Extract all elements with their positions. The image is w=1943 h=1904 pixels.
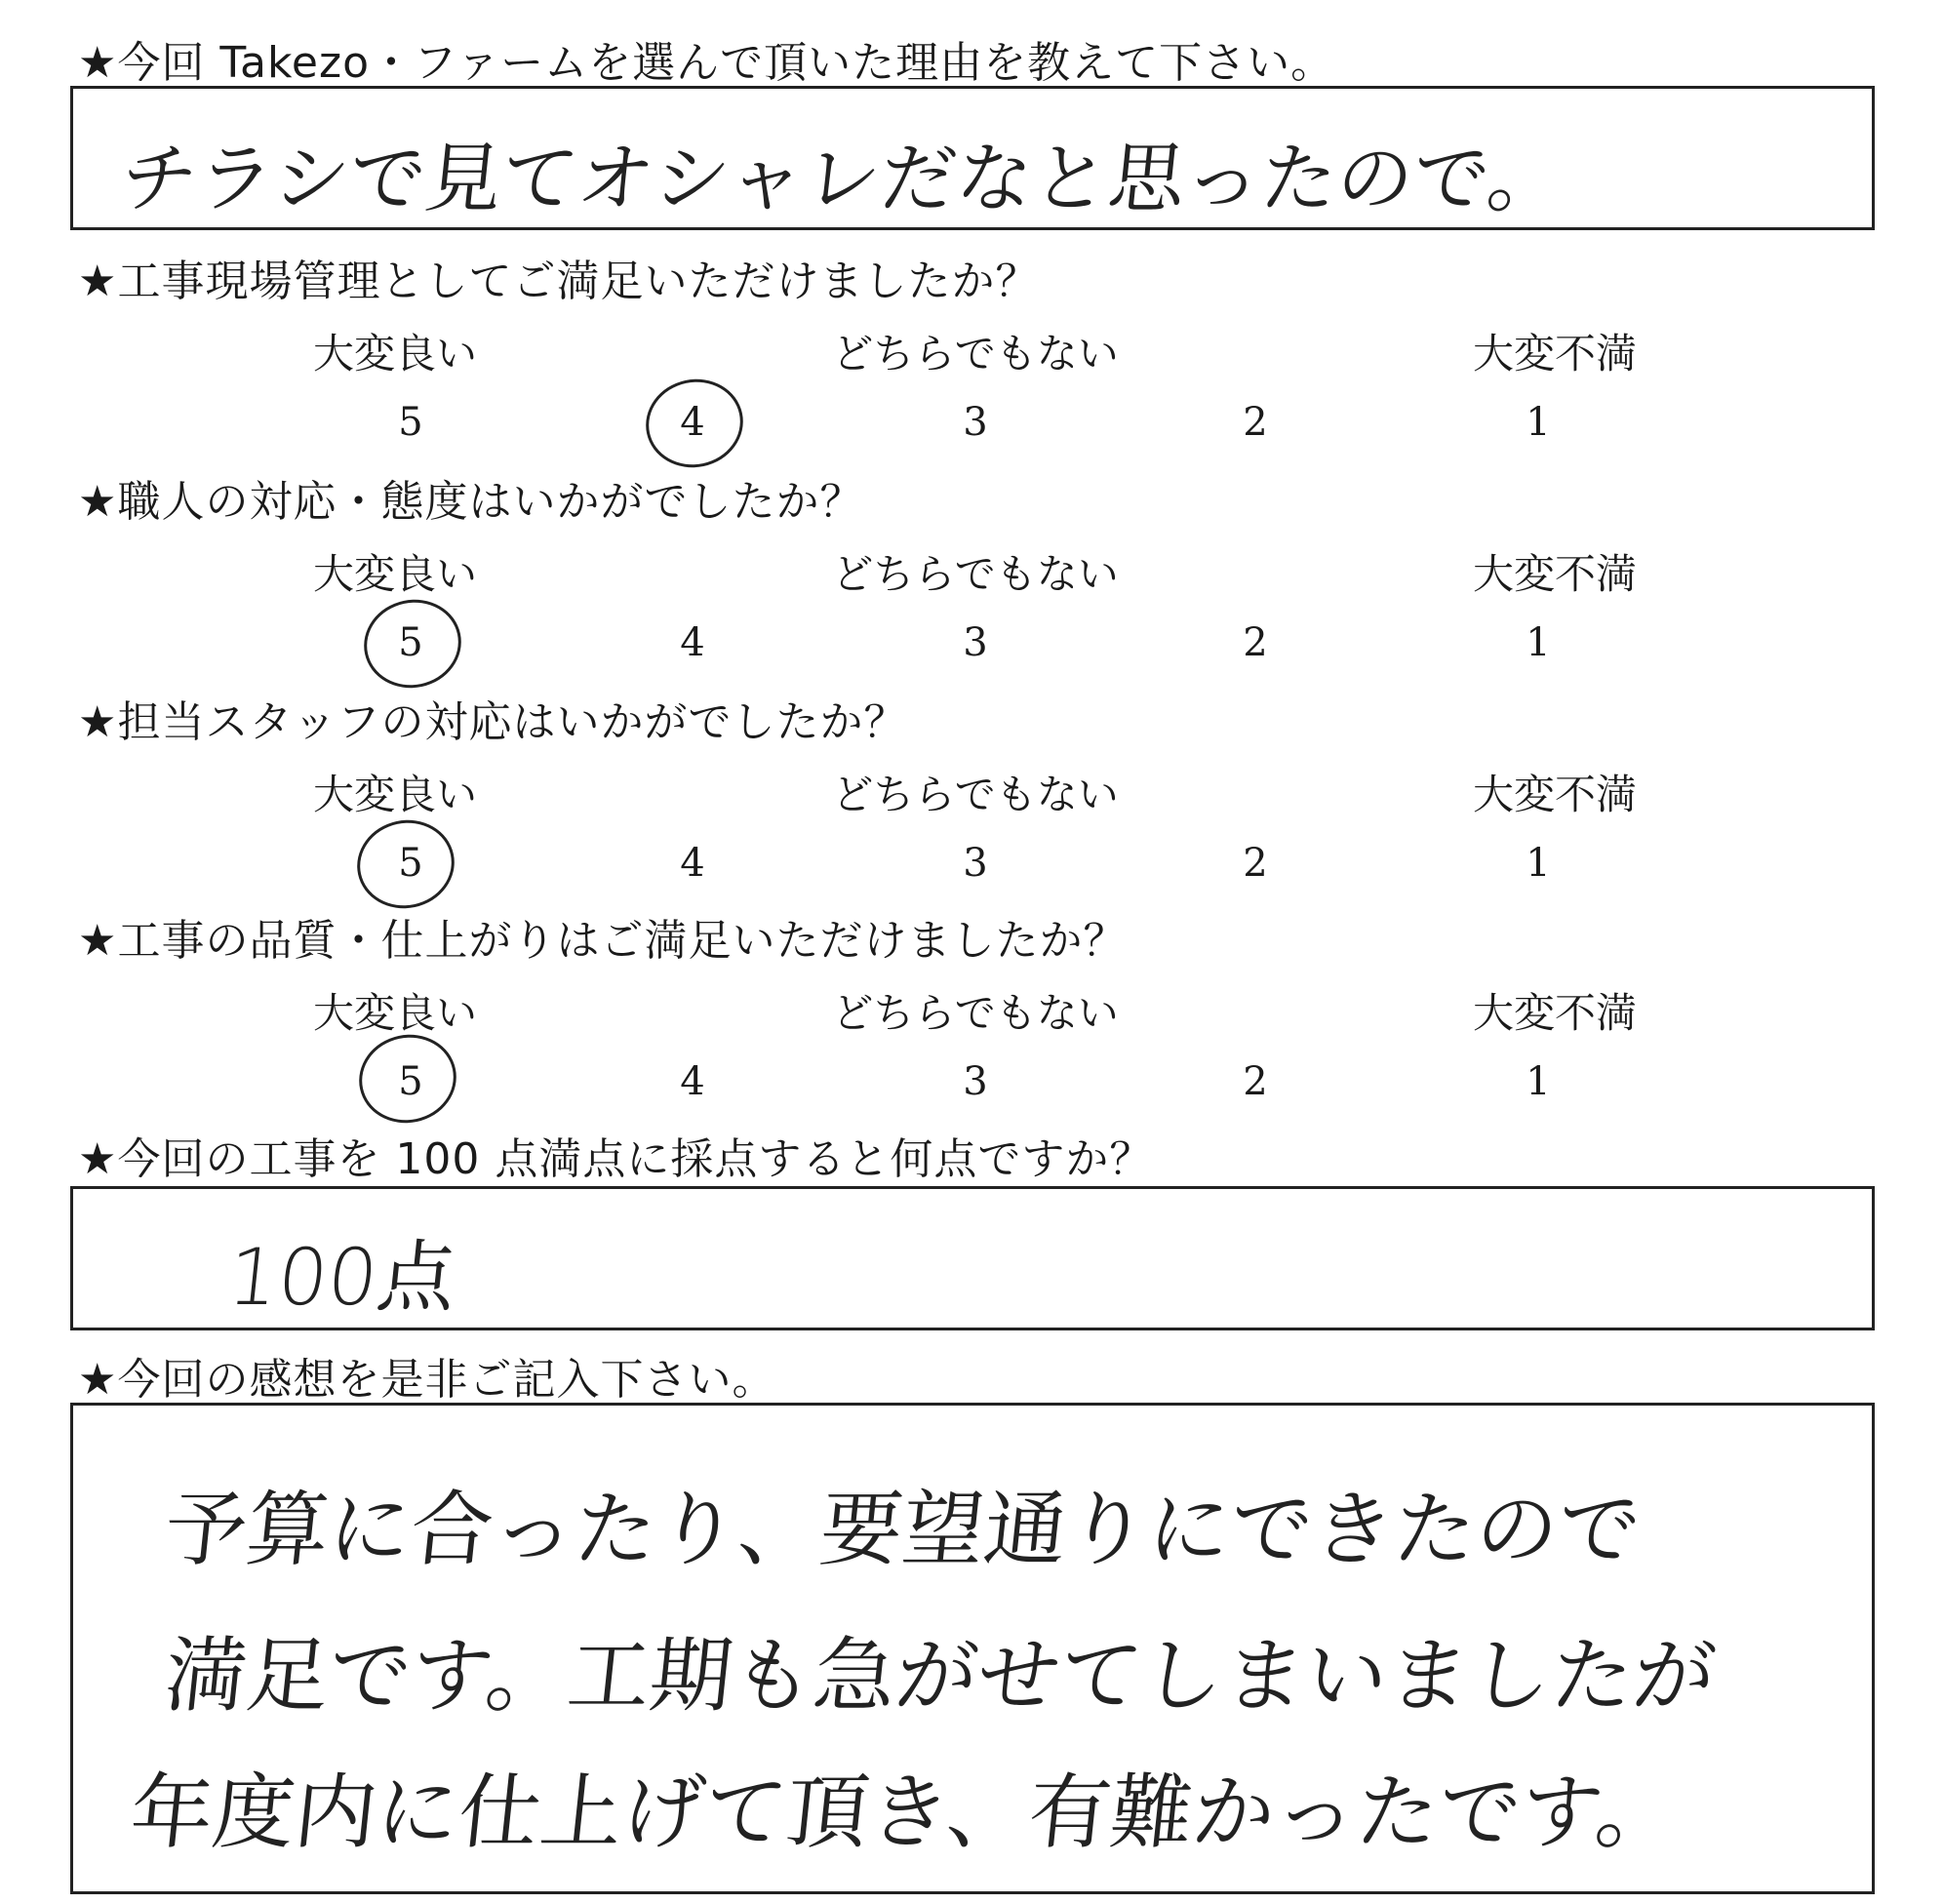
question-craftsman-attitude: ★職人の対応・態度はいかがでしたか？	[78, 477, 864, 527]
reason-answer-text: チラシで見てオシャレだなと思ったので。	[116, 136, 1568, 223]
impression-line-2: 満足です。工期も急がせてしまいましたが	[160, 1628, 1721, 1724]
rating-scale-craftsman-attitude	[0, 542, 1943, 689]
rating-option-5[interactable]: 5	[398, 1059, 423, 1104]
rating-scale-site-management	[0, 322, 1943, 468]
scale-label-good: 大変良い	[312, 771, 478, 818]
question-score: ★今回の工事を 100 点満点に採点すると何点ですか？	[78, 1134, 1154, 1184]
scale-label-neutral: どちらでもない	[832, 989, 1119, 1037]
rating-option-4[interactable]: 4	[680, 1059, 705, 1104]
scale-label-good: 大変良い	[312, 550, 478, 598]
rating-option-1[interactable]: 1	[1526, 620, 1551, 665]
scale-label-bad: 大変不満	[1472, 550, 1638, 598]
rating-option-2[interactable]: 2	[1243, 400, 1268, 445]
rating-option-2[interactable]: 2	[1243, 1059, 1268, 1104]
question-impression: ★今回の感想を是非ご記入下さい。	[78, 1355, 776, 1405]
question-staff-response: ★担当スタッフの対応はいかがでしたか？	[78, 697, 908, 747]
scale-label-neutral: どちらでもない	[832, 771, 1119, 818]
rating-option-5[interactable]: 5	[398, 400, 423, 445]
scale-label-neutral: どちらでもない	[832, 550, 1119, 598]
impression-line-3: 年度内に仕上げて頂き、有難かったです。	[126, 1765, 1684, 1860]
rating-option-5[interactable]: 5	[398, 620, 423, 665]
selected-circle-mark	[351, 1026, 465, 1132]
rating-scale-staff-response	[0, 763, 1943, 909]
scale-label-bad: 大変不満	[1472, 771, 1638, 818]
selected-circle-mark	[356, 591, 470, 697]
rating-option-4[interactable]: 4	[680, 841, 705, 886]
rating-option-1[interactable]: 1	[1526, 400, 1551, 445]
rating-option-5[interactable]: 5	[398, 841, 423, 886]
reason-answer-box	[70, 86, 1875, 230]
scale-label-bad: 大変不満	[1472, 989, 1638, 1037]
rating-scale-quality	[0, 981, 1943, 1128]
rating-option-3[interactable]: 3	[963, 400, 988, 445]
rating-option-2[interactable]: 2	[1243, 841, 1268, 886]
rating-option-4[interactable]: 4	[680, 400, 705, 445]
question-reason: ★今回 Takezo・ファームを選んで頂いた理由を教えて下さい。	[78, 38, 1335, 88]
rating-option-3[interactable]: 3	[963, 620, 988, 665]
score-answer-text: 100点	[223, 1232, 460, 1323]
question-quality: ★工事の品質・仕上がりはご満足いただけましたか？	[78, 916, 1128, 966]
question-site-management: ★工事現場管理としてご満足いただけましたか？	[78, 257, 1040, 306]
scale-label-good: 大変良い	[312, 330, 478, 377]
score-answer-box	[70, 1186, 1875, 1330]
selected-circle-mark	[638, 371, 752, 477]
rating-option-2[interactable]: 2	[1243, 620, 1268, 665]
scale-label-good: 大変良い	[312, 989, 478, 1037]
scale-label-bad: 大変不満	[1472, 330, 1638, 377]
selected-circle-mark	[349, 812, 463, 918]
impression-answer-box	[70, 1403, 1875, 1894]
rating-option-3[interactable]: 3	[963, 1059, 988, 1104]
rating-option-4[interactable]: 4	[680, 620, 705, 665]
impression-line-1: 予算に合ったり、要望通りにできたので	[160, 1482, 1646, 1577]
scale-label-neutral: どちらでもない	[832, 330, 1119, 377]
rating-option-1[interactable]: 1	[1526, 1059, 1551, 1104]
rating-option-3[interactable]: 3	[963, 841, 988, 886]
rating-option-1[interactable]: 1	[1526, 841, 1551, 886]
